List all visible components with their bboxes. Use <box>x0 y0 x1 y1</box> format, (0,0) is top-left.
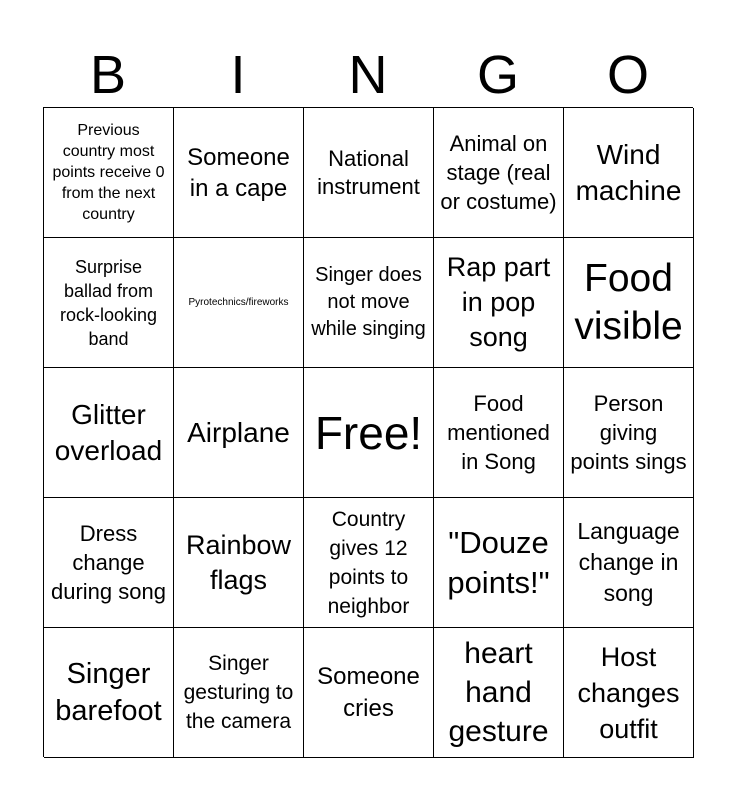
bingo-cell-text: Host changes outfit <box>577 641 680 744</box>
bingo-cell-text: Animal on stage (real or costume) <box>440 131 557 214</box>
header-letter-b: B <box>89 45 127 105</box>
bingo-cell-text: Rap part in pop song <box>446 252 551 352</box>
bingo-cell[interactable] <box>44 108 174 238</box>
bingo-cell-text: Singer barefoot <box>55 657 162 727</box>
bingo-cell[interactable] <box>44 628 174 758</box>
bingo-cell[interactable] <box>564 368 694 498</box>
bingo-cell[interactable] <box>304 628 434 758</box>
bingo-cell-text: National instrument <box>317 145 420 199</box>
bingo-cell-text: Airplane <box>187 416 290 448</box>
bingo-cell[interactable] <box>304 238 434 368</box>
bingo-cell[interactable] <box>44 238 174 368</box>
bingo-cell-text: Surprise ballad from rock-looking band <box>59 256 158 349</box>
header-letter-n: N <box>348 45 388 105</box>
bingo-cell[interactable] <box>564 238 694 368</box>
bingo-cell[interactable] <box>434 628 564 758</box>
bingo-cell-text: Someone in a cape <box>187 143 290 202</box>
bingo-cell-text: heart hand gesture <box>448 637 549 748</box>
bingo-cell-text: Country gives 12 points to neighbor <box>327 507 410 618</box>
bingo-cell[interactable] <box>174 628 304 758</box>
bingo-cell[interactable] <box>564 628 694 758</box>
bingo-cell[interactable] <box>434 238 564 368</box>
bingo-cell[interactable] <box>44 368 174 498</box>
bingo-header <box>43 44 693 106</box>
bingo-cell-text: Rainbow flags <box>185 529 292 595</box>
header-letter-o: O <box>606 45 649 105</box>
bingo-cell-text: Language change in song <box>577 518 680 606</box>
bingo-cell-text: Singer gesturing to the camera <box>183 652 294 733</box>
bingo-cell[interactable] <box>174 498 304 628</box>
bingo-cell[interactable] <box>564 498 694 628</box>
bingo-cell[interactable] <box>44 498 174 628</box>
bingo-cell-text: Previous country most points receive 0 from the next country <box>52 122 165 223</box>
bingo-cell[interactable] <box>564 108 694 238</box>
bingo-cell-text: Singer does not move while singing <box>311 264 426 340</box>
bingo-cell[interactable] <box>174 238 304 368</box>
bingo-cell-text: Food visible <box>574 256 683 348</box>
bingo-cell[interactable] <box>174 368 304 498</box>
bingo-cell-text: "Douze points!" <box>447 524 550 600</box>
bingo-cell-text: Dress change during song <box>51 521 166 604</box>
bingo-cell-text: Pyrotechnics/fireworks <box>188 297 289 308</box>
header-letter-g: G <box>476 45 519 105</box>
bingo-cell-text: Glitter overload <box>54 398 163 466</box>
bingo-cell-text: Wind machine <box>575 138 682 206</box>
bingo-cell[interactable] <box>434 108 564 238</box>
bingo-cell[interactable] <box>434 498 564 628</box>
bingo-cell[interactable] <box>304 368 434 498</box>
bingo-cell[interactable] <box>304 498 434 628</box>
bingo-cell-text: Food mentioned in Song <box>447 391 550 474</box>
bingo-card <box>43 107 693 757</box>
bingo-cell[interactable] <box>434 368 564 498</box>
bingo-cell[interactable] <box>174 108 304 238</box>
header-letter-i: I <box>230 45 246 105</box>
bingo-cell-text: Free! <box>314 406 423 459</box>
bingo-cell[interactable] <box>304 108 434 238</box>
bingo-cell-text: Person giving points sings <box>570 391 687 474</box>
bingo-cell-text: Someone cries <box>317 662 420 722</box>
